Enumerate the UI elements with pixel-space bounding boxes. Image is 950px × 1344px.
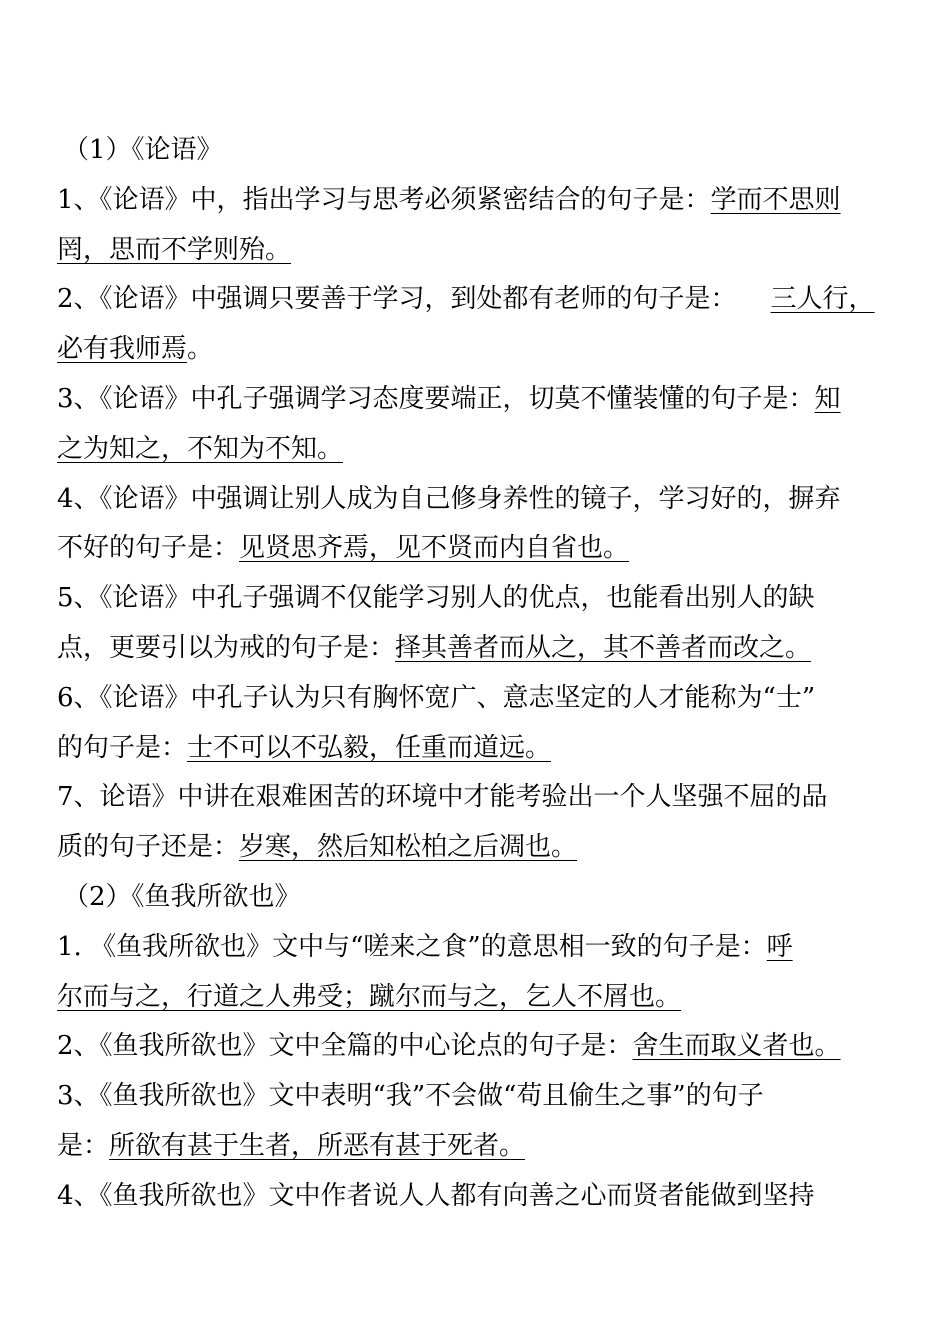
answer-text: 见贤思齐焉，见不贤而内自省也。 bbox=[239, 533, 630, 564]
question-text: 是： bbox=[57, 1130, 110, 1161]
question-7-line-1 bbox=[57, 773, 899, 823]
answer-text: 三人行， bbox=[770, 284, 875, 315]
question-1-line-2 bbox=[57, 226, 899, 276]
question-4-line-2 bbox=[57, 524, 899, 574]
question-text: 1、《论语》中，指出学习与思考必须紧密结合的句子是： bbox=[57, 184, 711, 215]
answer-text: 学而不思则 bbox=[710, 184, 841, 215]
answer-text: 舍生而取义者也。 bbox=[632, 1031, 841, 1062]
question-text: 2、《论语》中强调只要善于学习，到处都有老师的句子是： bbox=[57, 284, 737, 315]
question-text: 4、《论语》中强调让别人成为自己修身养性的镜子，学习好的，摒弃 bbox=[57, 483, 841, 514]
section-heading: （1）《论语》 bbox=[63, 135, 223, 165]
question-4-line-1 bbox=[57, 475, 899, 525]
question-6-line-2 bbox=[57, 724, 899, 774]
question-5-line-1 bbox=[57, 574, 899, 624]
answer-text: 之为知之，不知为不知。 bbox=[57, 433, 344, 464]
document-page bbox=[57, 126, 899, 1222]
question-text: 3、《鱼我所欲也》文中表明“我”不会做“苟且偷生之事”的句子 bbox=[57, 1081, 764, 1112]
question-text: 点，更要引以为戒的句子是： bbox=[57, 632, 396, 663]
question-text: 5、《论语》中孔子强调不仅能学习别人的优点，也能看出别人的缺 bbox=[57, 583, 815, 614]
question-text: 的句子是： bbox=[57, 732, 188, 763]
question-2-line-1 bbox=[57, 275, 899, 325]
question-8-line-2 bbox=[57, 973, 899, 1023]
answer-text: 岁寒，然后知松柏之后凋也。 bbox=[239, 832, 578, 863]
question-text: 2、《鱼我所欲也》文中全篇的中心论点的句子是： bbox=[57, 1031, 633, 1062]
answer-text: 呼 bbox=[766, 931, 793, 962]
answer-text: 必有我师焉 bbox=[57, 334, 188, 365]
question-10-line-2 bbox=[57, 1122, 899, 1172]
question-10-line-1 bbox=[57, 1072, 899, 1122]
question-2-line-2 bbox=[57, 325, 899, 375]
question-3-line-1 bbox=[57, 375, 899, 425]
answer-text: 择其善者而从之，其不善者而改之。 bbox=[395, 632, 812, 663]
answer-text: 知 bbox=[814, 383, 841, 414]
question-5-line-2 bbox=[57, 624, 899, 674]
question-text: 。 bbox=[187, 334, 214, 365]
question-text: 不好的句子是： bbox=[57, 533, 240, 564]
question-text: 3、《论语》中孔子强调学习态度要端正，切莫不懂装懂的句子是： bbox=[57, 383, 815, 414]
question-text: 6、《论语》中孔子认为只有胸怀宽广、意志坚定的人才能称为“士” bbox=[57, 682, 816, 713]
answer-text: 罔，思而不学则殆。 bbox=[57, 234, 292, 265]
question-3-line-2 bbox=[57, 425, 899, 475]
question-8-line-1 bbox=[57, 923, 899, 973]
answer-text: 士不可以不弘毅，任重而道远。 bbox=[187, 732, 552, 763]
question-9-line-1 bbox=[57, 1022, 899, 1072]
question-6-line-1 bbox=[57, 674, 899, 724]
question-7-line-2 bbox=[57, 823, 899, 873]
question-text: 质的句子还是： bbox=[57, 832, 240, 863]
question-text: 1. 《鱼我所欲也》文中与“嗟来之食”的意思相一致的句子是： bbox=[57, 931, 767, 962]
answer-text: 尔而与之，行道之人弗受；蹴尔而与之，乞人不屑也。 bbox=[57, 981, 682, 1012]
question-text: 7、论语》中讲在艰难困苦的环境中才能考验出一个人坚强不屈的品 bbox=[57, 782, 828, 813]
question-11-line-1 bbox=[57, 1172, 899, 1222]
answer-text: 所欲有甚于生者，所恶有甚于死者。 bbox=[109, 1130, 526, 1161]
question-text: 4、《鱼我所欲也》文中作者说人人都有向善之心而贤者能做到坚持 bbox=[57, 1180, 815, 1211]
question-1-line-1 bbox=[57, 176, 899, 226]
section-heading: （2）《鱼我所欲也》 bbox=[63, 881, 301, 912]
